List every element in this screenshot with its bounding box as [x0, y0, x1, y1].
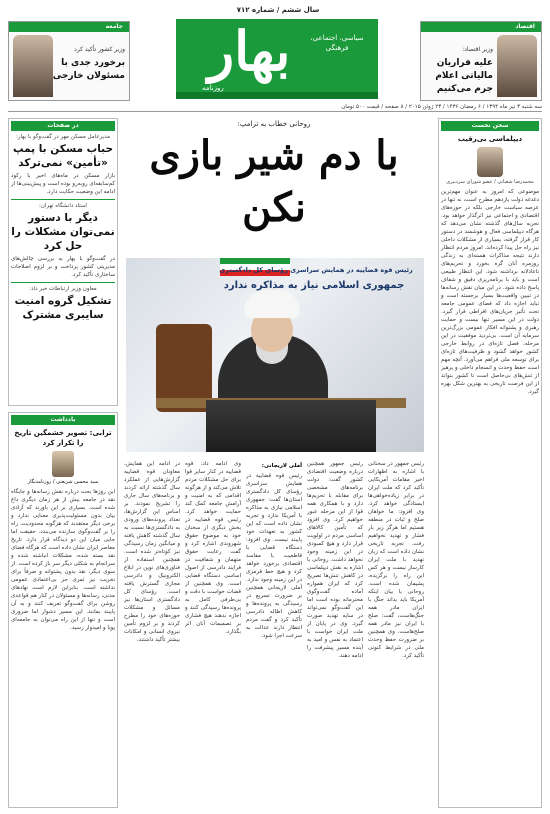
- note-box: [8, 412, 118, 808]
- teaser-headline: برخورد جدی با مسئولان خارجی: [52, 58, 125, 81]
- divider: [11, 282, 115, 283]
- column-text: رئیس قوه قضاییه در همایش سراسری رؤسای کل دادگستری استان‌ها گفت: جمهوری اسلامی نیازی به مذاکره با آمریکا ندارد و تجربه نشان داده است که این کشور به تعهدات خود پایبند نیست. وی افزود: دستگاه قضایی با قاطعیت با مفاسد اقتصادی برخورد خواهد کرد و هیچ خط قرمزی در این زمینه وجود ندارد. آملی لاریجانی همچنین بر ضرورت تسریع در رسیدگی به پرونده‌ها و کاهش اطاله دادرسی تأکید کرد و گفت مردم انتظار دارند عدالت به سرعت اجرا شود.: [246, 473, 302, 639]
- column-subhead: آملی لاریجانی:: [261, 463, 302, 469]
- column-header: یادداشت: [11, 415, 115, 425]
- photo-banner-large: جمهوری اسلامی نیاز به مذاکره ندارد: [223, 280, 405, 291]
- date-bar: سه شنبه ۳ تیر ماه ۱۳۹۴ / ۶ رمضان ۱۴۳۶ / ۲۳ ژوئن ۲۰۱۵ / ۸ صفحه / قیمت ۵۰۰ تومان: [8, 102, 542, 112]
- author-byline: محمدرضا شعبانی / عضو شورای سردبیری: [446, 179, 534, 185]
- story-kicker: معاون وزیر ارتباطات خبر داد:: [29, 286, 97, 292]
- column-header: در صفحات: [11, 121, 115, 131]
- editorial-text: موضوعی که امروز به عنوان مهم‌ترین دغدغه دولت یازدهم مطرح است، نه تنها در عرصه سیاست خارجی بلکه در حوزه‌های اقتصادی و اجتماعی نیز اثرگذار خواهد بود. تجربه سال‌های گذشته نشان می‌دهد که هرگاه دیپلماسی فعال و هوشمند در دستور کار قرار گرفته، بسیاری از مشکلات داخلی نیز راه حل پیدا کرده‌اند. امروز مردم انتظار دارند نتیجه مذاکرات هسته‌ای به زندگی روزمره آنان گره بخورد و تحریم‌های ناعادلانه برداشته شود. این انتظار طبیعی است و باید با برنامه‌ریزی دقیق و شفاف پاسخ داده شود. در این میان نقش رسانه‌ها در تبیین واقعیت‌ها بسیار برجسته است و نباید اجازه داد که فضای عمومی جامعه تحت تأثیر جریان‌های افراطی قرار گیرد. دولت در این مسیر تنها نیست و حمایت رهبری و پشتوانه افکار عمومی بزرگ‌ترین سرمایه آن است. بی‌تردید موفقیت در این مرحله، فصل تازه‌ای در روابط خارجی کشور خواهد گشود و ظرفیت‌های تازه‌ای برای توسعه ملی فراهم می‌آورد. آنچه مهم است حفظ وحدت و انسجام داخلی و پرهیز از تنش‌های بی‌حاصل است تا کشور بتواند از این فرصت تاریخی به بهترین شکل بهره گیرد.: [441, 189, 539, 395]
- teaser-tag: جامعه: [9, 22, 129, 32]
- logo-subtitle: روزنامه: [202, 84, 224, 92]
- author-photo: [477, 147, 503, 177]
- podium: [206, 400, 376, 452]
- story-headline[interactable]: دیگر با دستور نمی‌توان مشکلات را حل کرد: [11, 212, 115, 252]
- note-text: این روزها بحث درباره نقش رسانه‌ها و جایگاه نقد در جامعه بیش از هر زمان دیگری داغ شده است. بسیاری بر این باورند که آزادی بیان بدون مسئولیت‌پذیری معنایی ندارد و برخی دیگر معتقدند که هرگونه محدودیت، راه را بر گفت‌وگوی سازنده می‌بندد. حقیقت اما جایی میان این دو دیدگاه قرار دارد. تاریخ معاصر ایران نشان داده است که هرگاه فضای نقد بسته شده، مشکلات انباشته شده و سرانجام به شکلی دیگر سر باز کرده است. از سوی دیگر، نقد بدون پشتوانه و صرفاً برای تخریب نیز ثمری جز بی‌اعتمادی عمومی نداشته است. بنابراین لازم است نهادهای مدنی، رسانه‌ها و مسئولان در کنار هم قواعدی روشن برای گفت‌وگو تعریف کنند و به آن پایبند بمانند. این مسیر دشوار اما ضروری است و تنها از این راه می‌توان به جامعه‌ای پویا و امیدوار رسید.: [11, 489, 115, 631]
- logo-tagline: سیاسی، اجتماعی، فرهنگی: [310, 34, 364, 52]
- story-headline[interactable]: تشکیل گروه امنیت سایبری مشترک: [14, 295, 112, 321]
- photo-banner-small: رئیس قوه قضاییه در همایش سراسری رؤسای کل دادگستری: [219, 266, 413, 274]
- story-headline[interactable]: حباب مسکن با پمپ «تأمین» نمی‌ترکد: [12, 143, 114, 169]
- main-story: [124, 118, 424, 808]
- teaser-box-society[interactable]: [8, 21, 130, 101]
- story-kicker: استاد دانشگاه تهران:: [39, 203, 87, 209]
- story-column: رئیس جمهور همچنین درباره وضعیت اقتصادی کشور گفت: دولت برنامه‌های مشخصی برای مقابله با تحریم‌ها دارد و با همکاری همه قوا از این مرحله عبور خواهیم کرد. وی افزود که تأمین کالاهای اساسی مردم در اولویت قرار دارد و هیچ کمبودی در این زمینه وجود نخواهد داشت. روحانی با اشاره به نقش دیپلماسی در کاهش تنش‌ها تصریح کرد که ایران همواره آماده گفت‌وگوی محترمانه بوده است اما این گفت‌وگو نمی‌تواند در سایه تهدید صورت گیرد. وی در پایان از ملت ایران خواست با اعتماد به نفس و امید به آینده مسیر پیشرفت را ادامه دهند.: [307, 461, 363, 659]
- story-columns: [124, 460, 424, 814]
- teaser-kicker: وزیر اقتصاد:: [462, 46, 493, 53]
- teaser-photo: [13, 35, 53, 97]
- teaser-tag: اقتصاد: [421, 22, 541, 32]
- editorial-title[interactable]: دیپلماسی بی‌رقیب: [457, 135, 523, 143]
- story-column: در ادامه این همایش، معاونان قوه قضاییه گزارش‌هایی از عملکرد سال گذشته ارائه کردند و برنامه‌های سال جاری را تشریح نمودند. بر اساس این گزارش‌ها، تعداد پرونده‌های ورودی به دادگستری‌ها نسبت به سال گذشته کاهش یافته و میانگین زمان رسیدگی نیز کوتاه‌تر شده است. همچنین استفاده از فناوری‌های نوین در ابلاغ الکترونیک و دادرسی مجازی گسترش یافته است. رؤسای کل دادگستری استان‌ها نیز مسائل و مشکلات حوزه‌های خود را مطرح کردند و بر لزوم تأمین نیروی انسانی و امکانات بیشتر تأکید داشتند.: [124, 461, 180, 643]
- story-text: در گفت‌وگو با بهار به بررسی چالش‌های مدیریتی کشور پرداخت و بر لزوم اصلاحات ساختاری تأکید کرد.: [11, 256, 115, 278]
- story-text: بازار مسکن در ماه‌های اخیر با رکود کم‌سابقه‌ای روبه‌رو بوده است و پیش‌بینی‌ها از ادامه این وضعیت حکایت دارد.: [11, 173, 115, 195]
- newspaper-logo[interactable]: [176, 19, 378, 99]
- logo-strip: [176, 92, 378, 99]
- left-column: [8, 118, 118, 808]
- teaser-headline: علیه فراریان مالیاتی اعلام جرم می‌کنیم: [435, 58, 493, 94]
- issue-number: سال ششم / شماره ۷۱۲: [236, 6, 320, 14]
- logo-title: بهار: [208, 19, 291, 83]
- headline-kicker: روحانی خطاب به ترامپ:: [237, 120, 311, 128]
- teaser-box-economy[interactable]: [420, 21, 542, 101]
- story-column: رئیس جمهور در سخنانی با اشاره به اظهارات اخیر مقامات آمریکایی تأکید کرد که ملت ایران در برابر زیاده‌خواهی‌ها ایستادگی خواهد کرد. وی افزود: ما خواهان صلح و ثبات در منطقه هستیم اما هرگز زیر بار فشار و تهدید نخواهیم رفت. تجربه تاریخی نشان داده است که زبان تهدید با ملت ایران کارساز نیست و هر کس این راه را برگزیده، پشیمان شده است. روحانی با بیان اینکه آمریکا باید بداند جنگ با ایران مادر همه جنگ‌هاست، گفت: صلح با ایران نیز مادر همه صلح‌هاست. وی همچنین بر ضرورت حفظ وحدت ملی در شرایط کنونی تأکید کرد.: [368, 461, 424, 659]
- main-headline[interactable]: با دم شیر بازی نکن: [149, 132, 399, 231]
- teaser-photo: [497, 35, 537, 97]
- story-column: [246, 460, 302, 814]
- author-photo: [52, 451, 74, 477]
- speaker-turban: [244, 290, 300, 318]
- story-column: وی ادامه داد: قوه قضاییه در کنار سایر قوا برای حل مشکلات مردم تلاش می‌کند و از هرگونه اقدامی که به امنیت و آرامش جامعه کمک کند حمایت خواهد کرد. رئیس قوه قضاییه در بخش دیگری از سخنان خود به موضوع حقوق شهروندی اشاره کرد و گفت رعایت حقوق متهمان و شفافیت در فرایند دادرسی از اصول اساسی دستگاه قضایی است. وی همچنین از قضات خواست با دقت و بی‌طرفی کامل به پرونده‌ها رسیدگی کنند و اجازه ندهند هیچ فشاری بر تصمیمات آنان اثر بگذارد.: [185, 461, 241, 635]
- main-photo[interactable]: [126, 258, 424, 452]
- note-title[interactable]: ترابی: تصویر خشمگین تاریخ را تکرار کرد: [14, 429, 112, 447]
- column-header: سخن نخست: [441, 121, 539, 131]
- author-byline: سید محسن شریعتی / روزنامه‌نگار: [27, 479, 99, 485]
- editorial-column: [438, 118, 542, 808]
- divider: [11, 199, 115, 200]
- story-kicker: مدیرعامل مسکن مهر در گفت‌وگو با بهار:: [15, 134, 111, 140]
- inside-pages-box: [8, 118, 118, 406]
- teaser-kicker: وزیر کشور تأکید کرد: [74, 46, 125, 53]
